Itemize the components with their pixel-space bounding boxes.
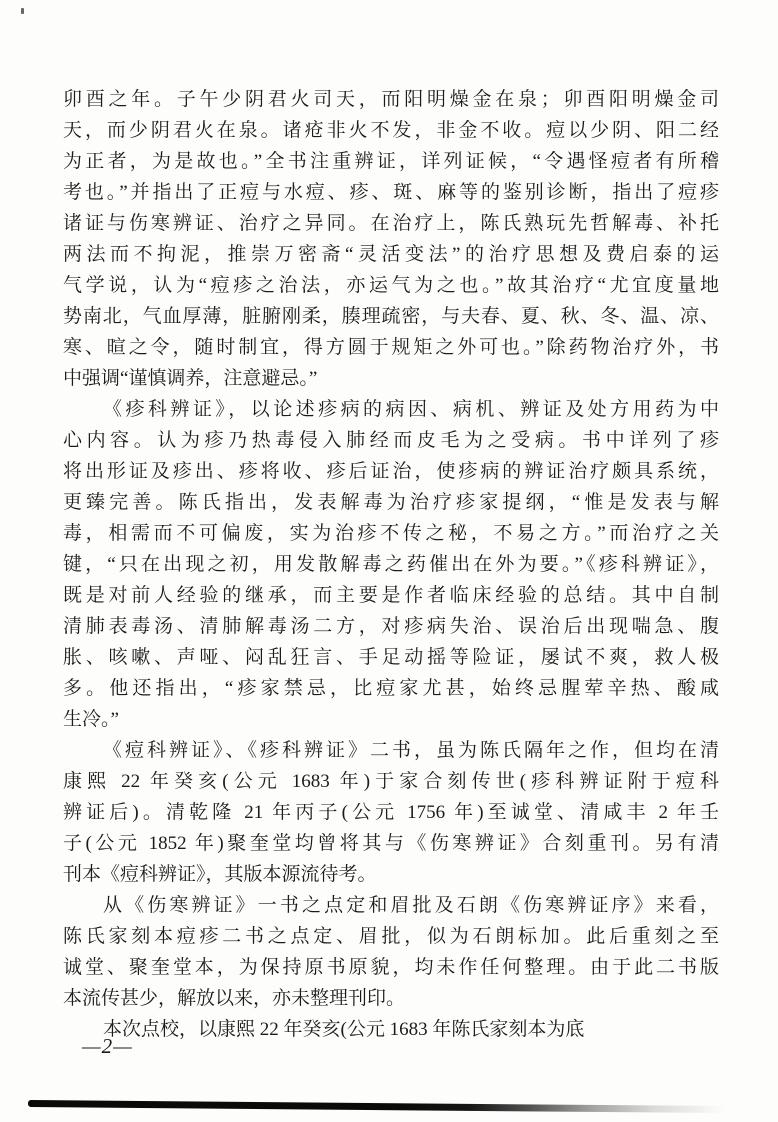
text-line: 势南北，气血厚薄，脏腑刚柔，腠理疏密，与夫春、夏、秋、冬、温、凉、 — [63, 306, 719, 327]
text-line: 诸证与伤寒辨证、治疗之异同。在治疗上，陈氏熟玩先哲解毒、补托 — [63, 213, 719, 234]
text-line: 两法而不拘泥，推崇万密斋“灵活变法”的治疗思想及费启泰的运 — [63, 244, 719, 265]
scan-speck — [21, 8, 24, 14]
page-number: —2— — [82, 1034, 133, 1058]
text-line: 刊本《痘科辨证》，其版本源流待考。 — [63, 864, 377, 885]
scan-artifact-bar — [28, 1100, 740, 1113]
text-line: 胀、咳嗽、声哑、闷乱狂言、手足动摇等险证，屡试不爽，救人极 — [63, 647, 719, 668]
text-line: 考也。”并指出了正痘与水痘、疹、斑、麻等的鉴别诊断，指出了痘疹 — [63, 182, 719, 203]
text-line: 更臻完善。陈氏指出，发表解毒为治疗疹家提纲，“惟是发表与解 — [63, 492, 719, 513]
text-line: 清肺表毒汤、清肺解毒汤二方，对疹病失治、误治后出现喘急、腹 — [63, 616, 719, 637]
text-line: 卯酉之年。子午少阴君火司天，而阳明燥金在泉；卯酉阳明燥金司 — [63, 89, 719, 110]
text-line: 陈氏家刻本痘疹二书之点定、眉批，似为石朗标加。此后重刻之至 — [63, 926, 719, 947]
text-line: 气学说，认为“痘疹之治法，亦运气为之也。”故其治疗“尤宜度量地 — [63, 275, 719, 296]
text-line: 本次点校，以康熙 22 年癸亥(公元 1683 年陈氏家刻本为底 — [103, 1019, 585, 1040]
text-line: 为正者，为是故也。”全书注重辨证，详列证候，“令遇怪痘者有所稽 — [63, 151, 719, 172]
text-line: 康熙 22 年癸亥(公元 1683 年)于家合刻传世(疹科辨证附于痘科 — [63, 771, 719, 792]
text-line: 天，而少阴君火在泉。诸疮非火不发，非金不收。痘以少阴、阳二经 — [63, 120, 719, 141]
text-line: 键，“只在出现之初，用发散解毒之药催出在外为要。”《疹科辨证》， — [63, 554, 719, 575]
text-line: 中强调“谨慎调养，注意避忌。” — [63, 368, 318, 389]
text-line: 《痘科辨证》、《疹科辨证》二书，虽为陈氏隔年之作，但均在清 — [103, 740, 719, 761]
text-line: 生冷。” — [63, 709, 119, 730]
text-line: 多。他还指出，“疹家禁忌，比痘家尤甚，始终忌腥荤辛热、酸咸 — [63, 678, 719, 699]
text-line: 寒、暄之令，随时制宜，得方圆于规矩之外可也。”除药物治疗外，书 — [63, 337, 719, 358]
text-line: 《疹科辨证》，以论述疹病的病因、病机、辨证及处方用药为中 — [103, 399, 719, 420]
text-line: 将出形证及疹出、疹将收、疹后证治，使疹病的辨证治疗颇具系统， — [63, 461, 719, 482]
text-line: 本流传甚少，解放以来，亦未整理刊印。 — [63, 988, 406, 1009]
text-line: 既是对前人经验的继承，而主要是作者临床经验的总结。其中自制 — [63, 585, 719, 606]
text-line: 心内容。认为疹乃热毒侵入肺经而皮毛为之受病。书中详列了疹 — [63, 430, 719, 451]
text-line: 辨证后)。清乾隆 21 年丙子(公元 1756 年)至诚堂、清咸丰 2 年壬 — [63, 802, 719, 823]
text-line: 子(公元 1852 年)聚奎堂均曾将其与《伤寒辨证》合刻重刊。另有清 — [63, 833, 719, 854]
text-line: 毒，相需而不可偏废，实为治疹不传之秘，不易之方。”而治疗之关 — [63, 523, 719, 544]
text-line: 从《伤寒辨证》一书之点定和眉批及石朗《伤寒辨证序》来看， — [103, 895, 719, 916]
body-text — [63, 84, 719, 1045]
text-line: 诚堂、聚奎堂本，为保持原书原貌，均未作任何整理。由于此二书版 — [63, 957, 719, 978]
